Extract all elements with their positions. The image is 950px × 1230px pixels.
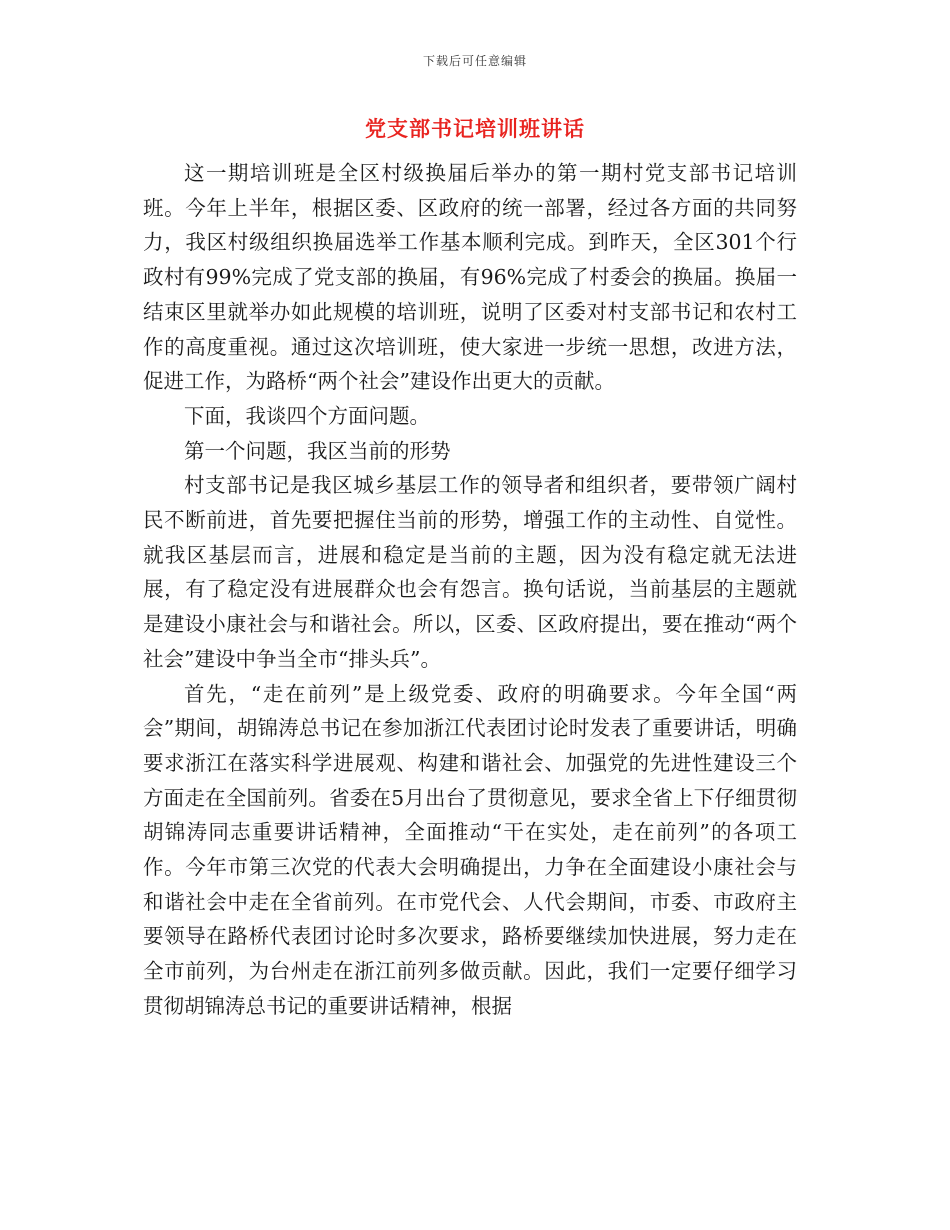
paragraph-outline: 下面，我谈四个方面问题。	[184, 403, 430, 428]
paragraph-intro: 这一期培训班是全区村级换届后举办的第一期村党支部书记培训班。今年上半年，根据区委、区政府的统一部署，经过各方面的共同努力，我区村级组织换届选举工作基本顺利完成。到昨天，全区301个行政村有99%完成了党支部的换届，有96%完成了村委会的换届。换届一结束区里就举办如此规模的培训班，说明了区委对村支部书记和农村工作的高度重视。通过这次培训班，使大家进一步统一思想，改进方法，促进工作，为路桥“两个社会”建设作出更大的贡献。	[143, 161, 797, 394]
paragraph-situation: 村支部书记是我区城乡基层工作的领导者和组织者，要带领广阔村民不断前进，首先要把握住当前的形势，增强工作的主动性、自觉性。就我区基层而言，进展和稳定是当前的主题，因为没有稳定就无法进展，有了稳定没有进展群众也会有怨言。换句话说，当前基层的主题就是建设小康社会与和谐社会。所以，区委、区政府提出，要在推动“两个社会”建设中争当全市“排头兵”。	[143, 473, 797, 671]
page-header: 下载后可任意编辑	[422, 54, 527, 68]
document-body	[143, 156, 797, 1024]
section-heading-1: 第一个问题，我区当前的形势	[184, 438, 451, 463]
document-title: 党支部书记培训班讲话	[365, 116, 585, 141]
paragraph-requirements: 首先，“走在前列”是上级党委、政府的明确要求。今年全国“两会”期间，胡锦涛总书记在参加浙江代表团讨论时发表了重要讲话，明确要求浙江在落实科学进展观、构建和谐社会、加强党的先进性建设三个方面走在全国前列。省委在5月出台了贯彻意见，要求全省上下仔细贯彻胡锦涛同志重要讲话精神，全面推动“干在实处，走在前列”的各项工作。今年市第三次党的代表大会明确提出，力争在全面建设小康社会与和谐社会中走在全省前列。在市党代会、人代会期间，市委、市政府主要领导在路桥代表团讨论时多次要求，路桥要继续加快进展，努力走在全市前列，为台州走在浙江前列多做贡献。因此，我们一定要仔细学习贯彻胡锦涛总书记的重要讲话精神，根据	[143, 681, 797, 1018]
